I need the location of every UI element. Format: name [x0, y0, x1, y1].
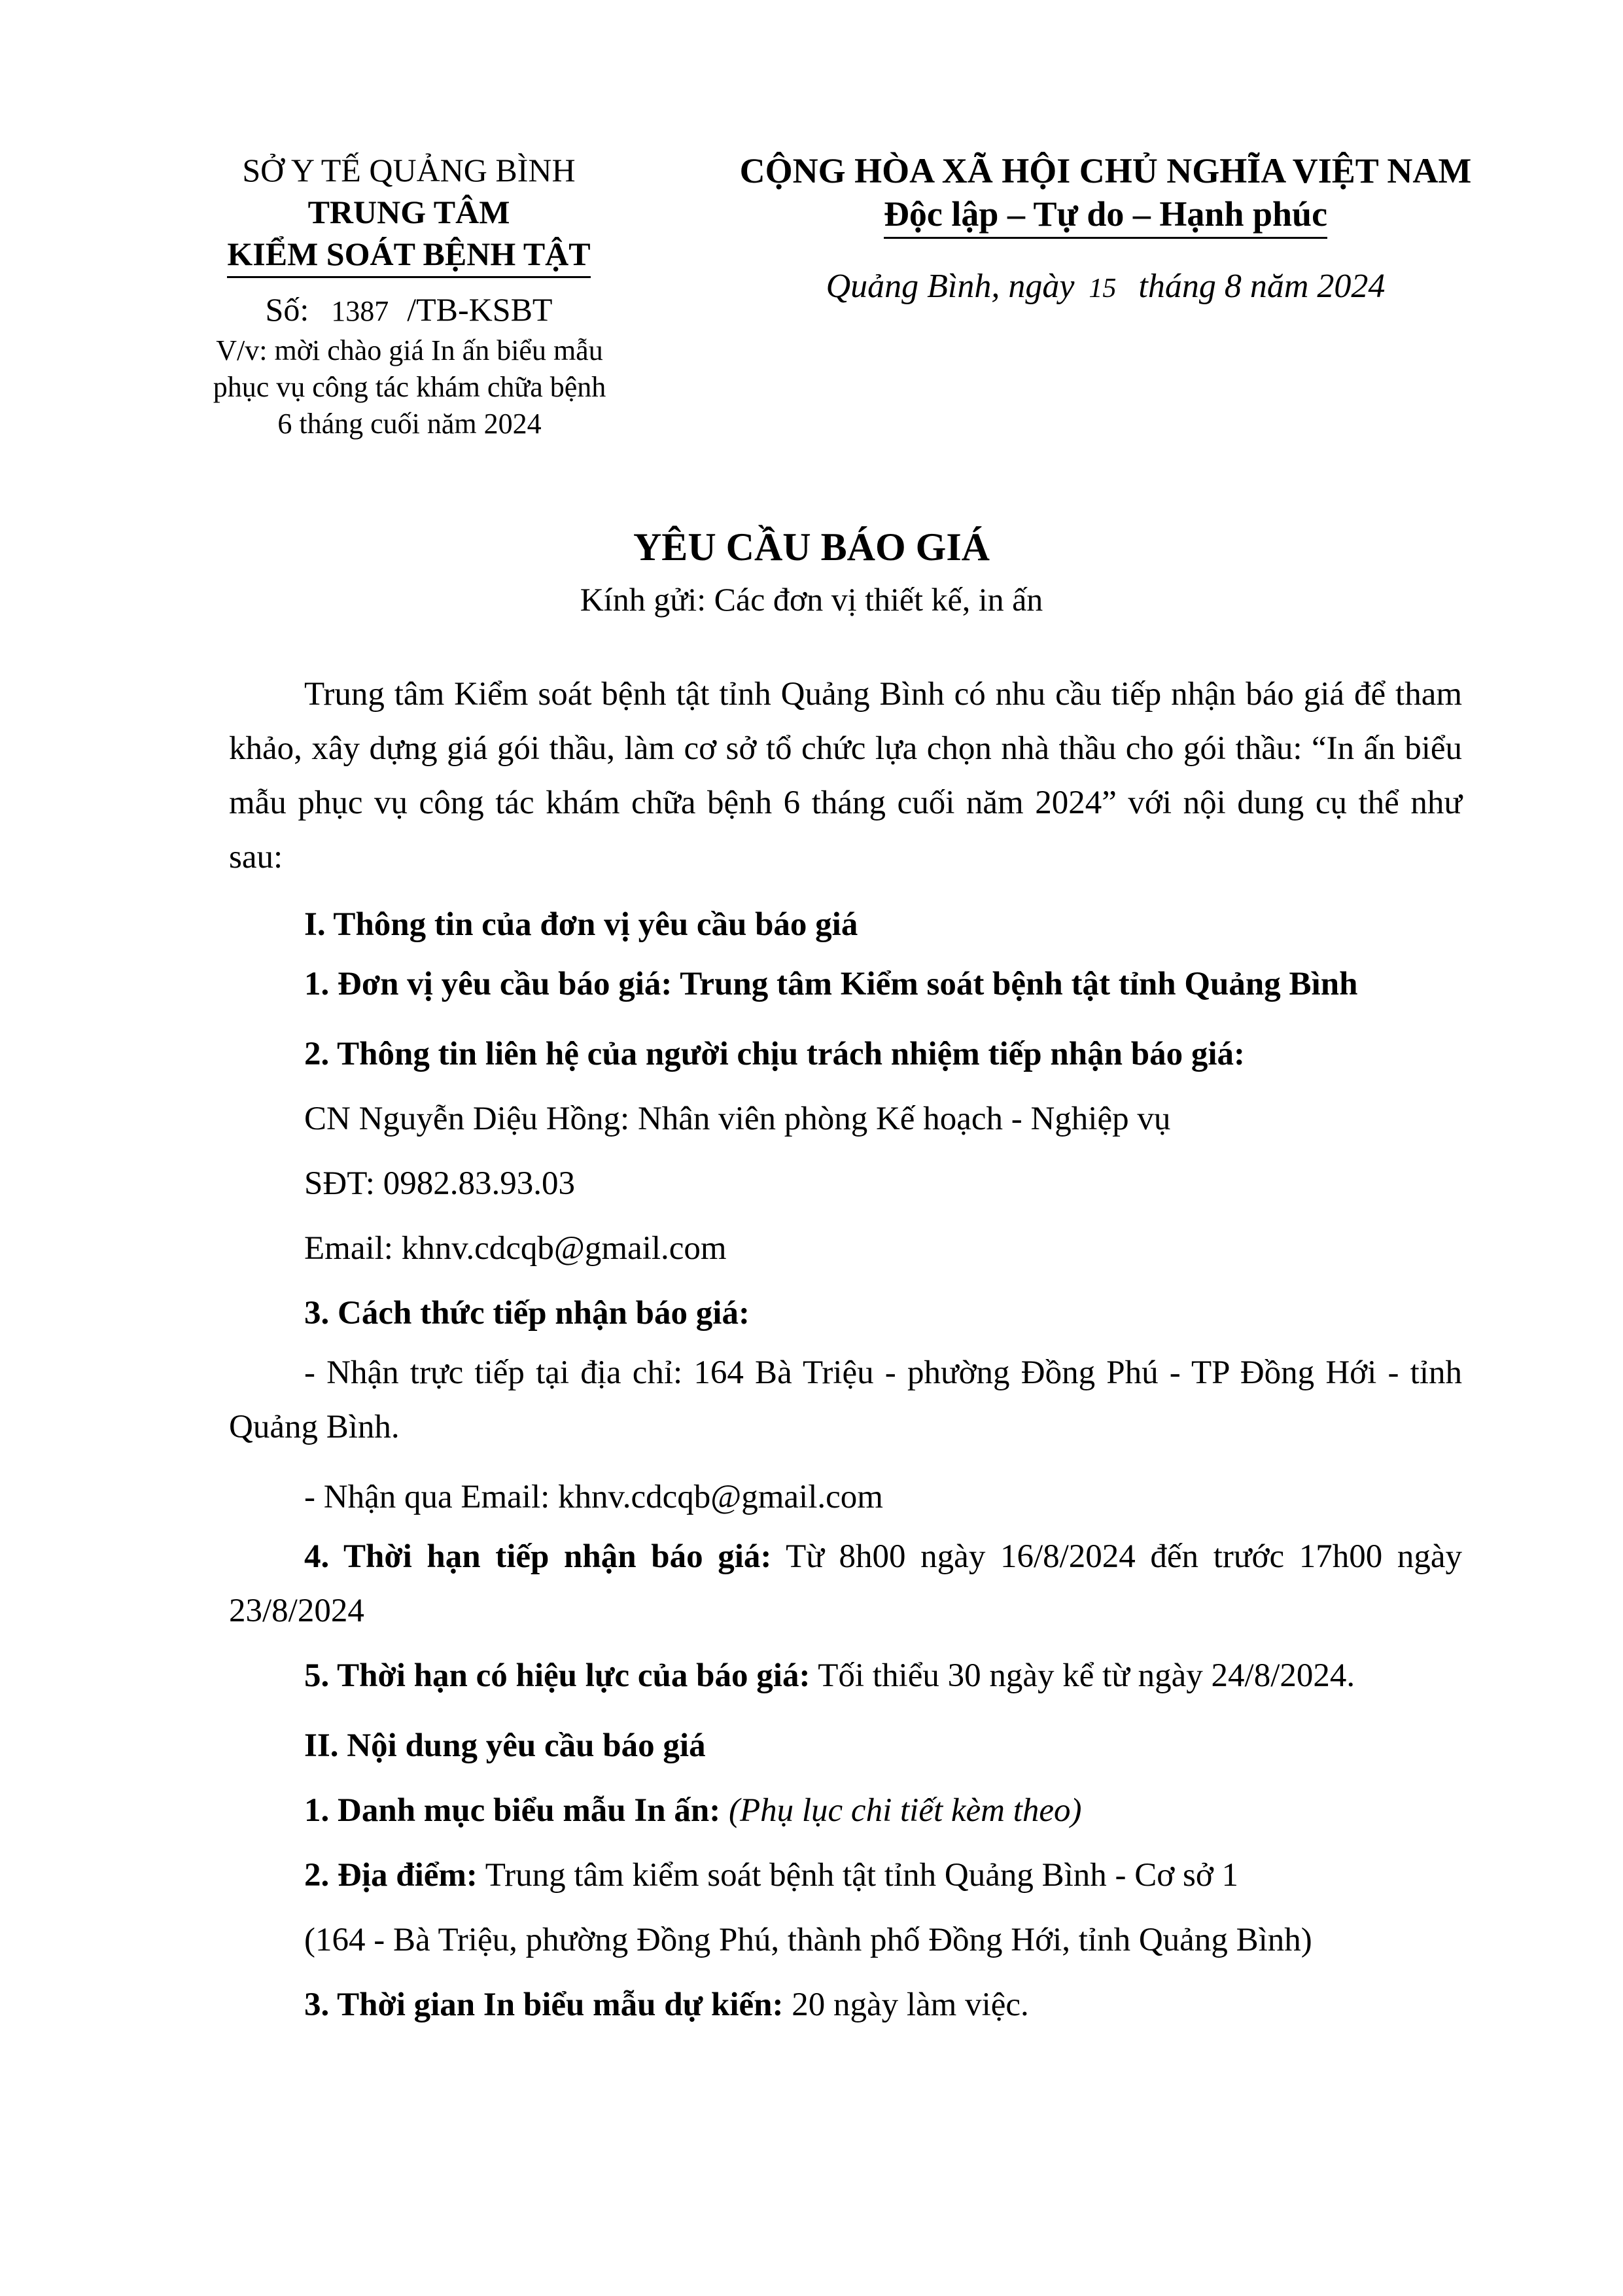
section1-heading: I. Thông tin của đơn vị yêu cầu báo giá: [304, 906, 858, 943]
section2-item2-address: (164 - Bà Triệu, phường Đồng Phú, thành phố Đồng Hới, tỉnh Quảng Bình): [304, 1922, 1312, 1958]
org-name-line1: TRUNG TÂM: [307, 194, 510, 230]
section2-item2: [229, 1843, 1462, 1908]
date-prefix: Quảng Bình, ngày: [826, 268, 1075, 305]
receive-email: - Nhận qua Email: khnv.cdcqb@gmail.com: [304, 1479, 883, 1515]
national-title: CỘNG HÒA XÃ HỘI CHỦ NGHĨA VIỆT NAM: [739, 151, 1472, 190]
date-suffix: tháng 8 năm 2024: [1138, 268, 1386, 305]
intro-paragraph: Trung tâm Kiểm soát bệnh tật tỉnh Quảng Bình có nhu cầu tiếp nhận báo giá để tham khảo, xây dựng giá gói thầu, làm cơ sở tổ chức lựa chọn nhà thầu cho gói thầu: “In ấn biểu mẫu phục vụ công tác khám chữa bệnh 6 tháng cuối năm 2024” với nội dung cụ thể như sau:: [229, 676, 1462, 875]
contact-email: Email: khnv.cdcqb@gmail.com: [304, 1230, 727, 1267]
section1-item1: 1. Đơn vị yêu cầu báo giá: Trung tâm Kiểm soát bệnh tật tỉnh Quảng Bình: [304, 966, 1358, 1002]
date-day: 15: [1089, 274, 1117, 304]
section1-item2-heading: 2. Thông tin liên hệ của người chịu trách nhiệm tiếp nhận báo giá:: [304, 1036, 1245, 1072]
section2-item3: [229, 1973, 1462, 2038]
section2-item1: [229, 1778, 1462, 1843]
contact-phone: SĐT: 0982.83.93.03: [304, 1165, 575, 1202]
header-left: [196, 149, 621, 442]
document-subject: V/v: mời chào giá In ấn biểu mẫu phục vụ công tác khám chữa bệnh 6 tháng cuối năm 2024: [213, 334, 606, 440]
s2-item3-value: 20 ngày làm việc.: [783, 1987, 1029, 2023]
document-number: [196, 289, 621, 332]
org-name-line2: KIỂM SOÁT BỆNH TẬT: [227, 233, 590, 278]
item4-label: 4. Thời hạn tiếp nhận báo giá:: [304, 1538, 772, 1575]
section1-item4: [229, 1530, 1462, 1638]
section1-item3-heading: 3. Cách thức tiếp nhận báo giá:: [304, 1295, 750, 1332]
section1-item5: [229, 1649, 1462, 1703]
number-suffix: /TB-KSBT: [407, 291, 553, 328]
document-body: [229, 667, 1462, 2038]
s2-item2-label: 2. Địa điểm:: [304, 1857, 478, 1894]
document-title: YÊU CẦU BÁO GIÁ: [633, 525, 990, 569]
s2-item1-label: 1. Danh mục biểu mẫu In ấn:: [304, 1792, 721, 1829]
item4-value: Từ 8h00 ngày 16/8/2024 đến trước 17h00 ngày 23/8/2024: [229, 1538, 1462, 1629]
receive-direct: - Nhận trực tiếp tại địa chỉ: 164 Bà Triệu - phường Đồng Phú - TP Đồng Hới - tỉnh Quảng Bình.: [229, 1354, 1462, 1445]
department-name: SỞ Y TẾ QUẢNG BÌNH: [242, 152, 576, 188]
number-prefix: Số:: [265, 291, 309, 328]
number-value: 1387: [331, 295, 389, 327]
national-motto: Độc lập – Tự do – Hạnh phúc: [884, 192, 1327, 239]
item5-label: 5. Thời hạn có hiệu lực của báo giá:: [304, 1657, 811, 1694]
contact-person: CN Nguyễn Diệu Hồng: Nhân viên phòng Kế hoạch - Nghiệp vụ: [304, 1101, 1171, 1137]
recipient-line: Kính gửi: Các đơn vị thiết kế, in ấn: [580, 581, 1043, 618]
s2-item1-value: (Phụ lục chi tiết kèm theo): [720, 1792, 1082, 1829]
s2-item2-value: Trung tâm kiểm soát bệnh tật tỉnh Quảng Bình - Cơ sở 1: [477, 1857, 1239, 1894]
header-right: [674, 149, 1537, 310]
s2-item3-label: 3. Thời gian In biểu mẫu dự kiến:: [304, 1987, 784, 2023]
issue-date: [674, 265, 1537, 310]
section2-heading: II. Nội dung yêu cầu báo giá: [304, 1727, 706, 1764]
item5-value: Tối thiểu 30 ngày kể từ ngày 24/8/2024.: [810, 1657, 1355, 1694]
